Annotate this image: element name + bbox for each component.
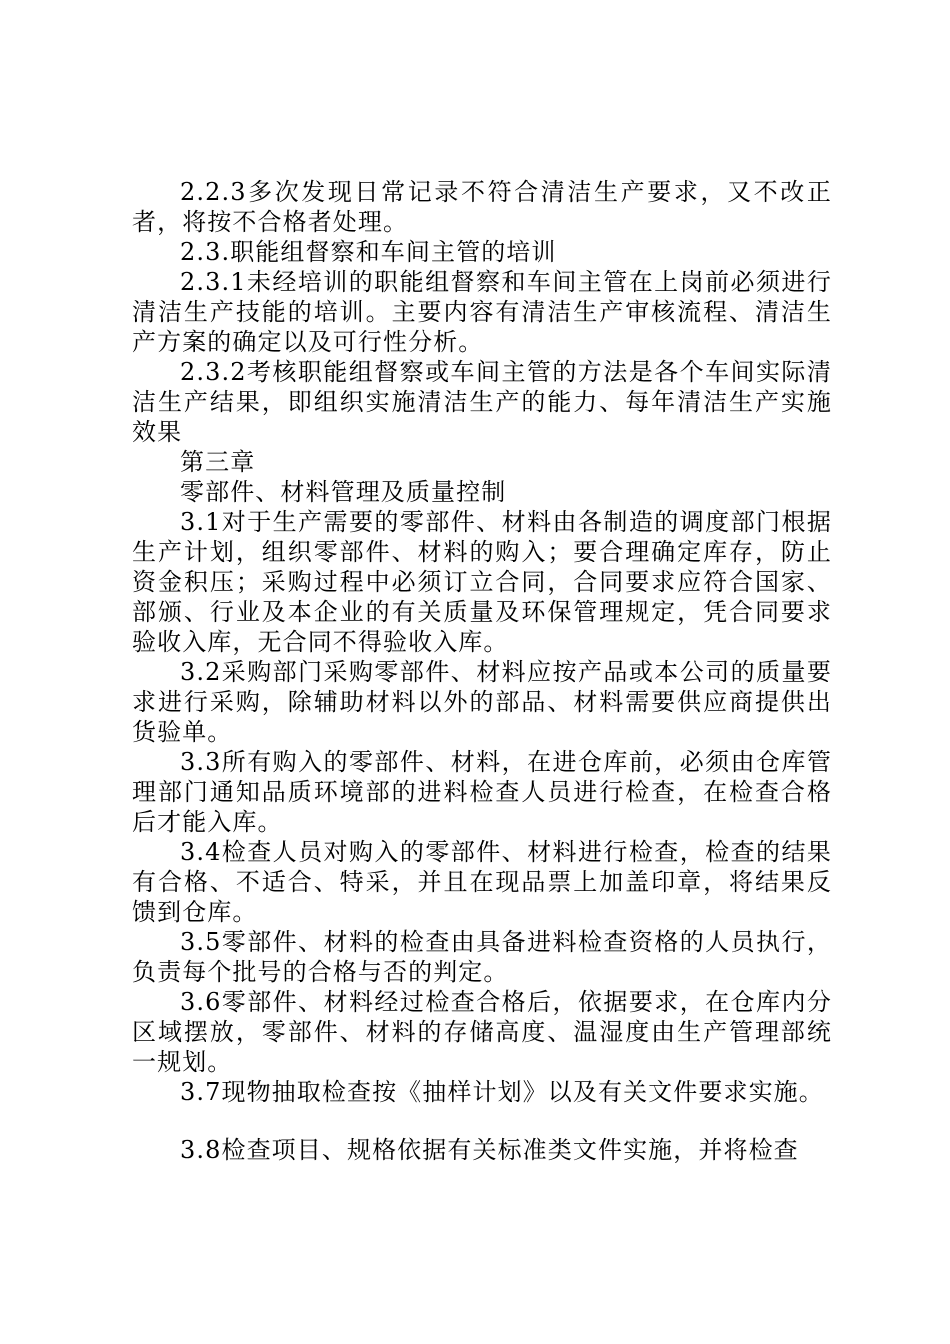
paragraph-3-2: 3.2采购部门采购零部件、材料应按产品或本公司的质量要求进行采购，除辅助材料以外的部品、材料需要供应商提供出货验单。	[132, 658, 832, 746]
chapter-number: 第三章	[180, 448, 256, 476]
paragraph-3-3: 3.3所有购入的零部件、材料，在进仓库前，必须由仓库管理部门通知品质环境部的进料检查人员进行检查，在检查合格后才能入库。	[132, 748, 832, 836]
paragraph-3-7: 3.7现物抽取检查按《抽样计划》以及有关文件要求实施。	[180, 1078, 824, 1106]
paragraph-gap	[132, 1107, 832, 1135]
document-body	[132, 177, 832, 1165]
paragraph-3-8: 3.8检查项目、规格依据有关标准类文件实施，并将检查	[180, 1136, 799, 1164]
paragraph-3-6: 3.6零部件、材料经过检查合格后，依据要求，在仓库内分区域摆放，零部件、材料的存储高度、温湿度由生产管理部统一规划。	[132, 988, 832, 1076]
paragraph-3-5: 3.5零部件、材料的检查由具备进料检查资格的人员执行，负责每个批号的合格与否的判定。	[132, 928, 832, 986]
section-heading-2-3: 2.3.职能组督察和车间主管的培训	[180, 238, 557, 266]
paragraph-3-1: 3.1对于生产需要的零部件、材料由各制造的调度部门根据生产计划，组织零部件、材料的购入；要合理确定库存，防止资金积压；采购过程中必须订立合同，合同要求应符合国家、部颁、行业及本企业的有关质量及环保管理规定，凭合同要求验收入库，无合同不得验收入库。	[132, 508, 832, 656]
chapter-title: 零部件、材料管理及质量控制	[180, 478, 507, 506]
paragraph-2-3-2: 2.3.2考核职能组督察或车间主管的方法是各个车间实际清洁生产结果，即组织实施清洁生产的能力、每年清洁生产实施效果	[132, 358, 832, 446]
paragraph-2-2-3: 2.2.3多次发现日常记录不符合清洁生产要求，又不改正者，将按不合格者处理。	[132, 178, 832, 236]
paragraph-3-4: 3.4检查人员对购入的零部件、材料进行检查，检查的结果有合格、不适合、特采，并且在现品票上加盖印章，将结果反馈到仓库。	[132, 838, 832, 926]
paragraph-2-3-1: 2.3.1未经培训的职能组督察和车间主管在上岗前必须进行清洁生产技能的培训。主要内容有清洁生产审核流程、清洁生产方案的确定以及可行性分析。	[132, 268, 832, 356]
